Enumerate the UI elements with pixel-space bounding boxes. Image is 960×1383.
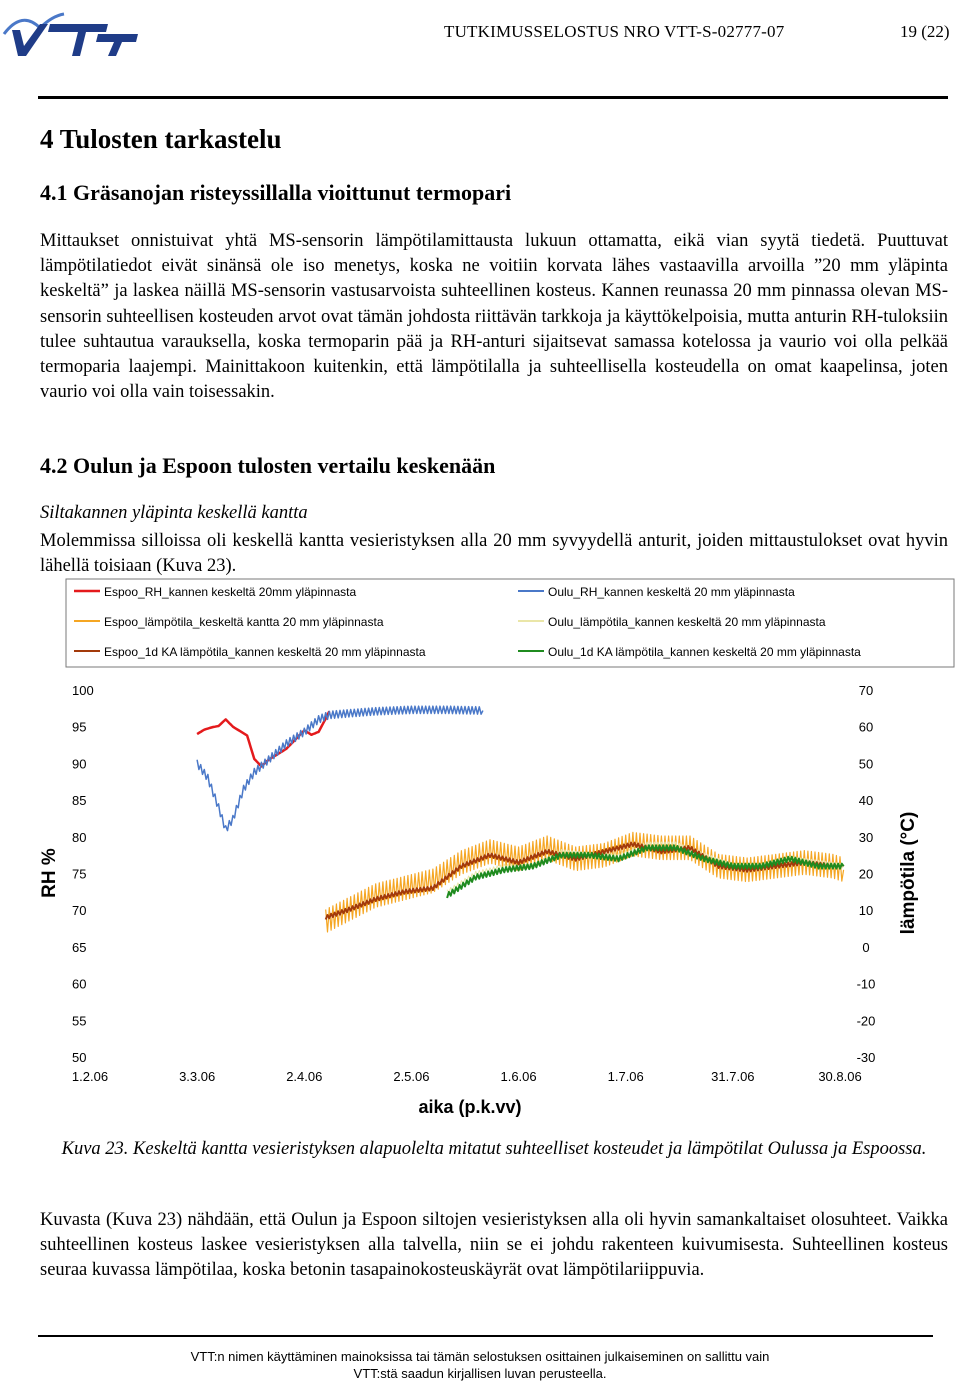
y-axis-label: RH %: [39, 848, 60, 898]
subsection-heading-4-2: 4.2 Oulun ja Espoon tulosten vertailu keskenään: [40, 453, 496, 478]
y-tick-label: 50: [72, 1050, 87, 1065]
y-tick-label: 80: [72, 829, 87, 845]
legend-label: Oulu_RH_kannen keskeltä 20 mm yläpinnasta: [548, 585, 795, 599]
y2-tick-label: 10: [858, 903, 874, 919]
closing-paragraph: Kuvasta (Kuva 23) nähdään, että Oulun ja Espoon siltojen vesieristyksen alla oli hyvin samankaltaiset olosuhteet. Vaikka suhteellinen kosteus laskee vesieristyksen alla talvella, niin se ei johdu rakenteen kuivumisesta. Suhteellinen kosteus seuraa kuvassa lämpötilaa, koska betonin tasapainokosteuskäyrät ovat lämpötilariippuvia.: [40, 1210, 948, 1281]
x-tick-label: 2.5.06: [393, 1069, 430, 1084]
legend-label: Espoo_1d KA lämpötila_kannen keskeltä 20 mm yläpinnasta: [104, 645, 426, 659]
y2-tick-label: -20: [856, 1013, 876, 1029]
figure-caption: Kuva 23. Keskeltä kantta vesieristyksen alapuolelta mitatut suhteelliset kosteudet ja lämpötilat Oulussa ja Espoossa.: [61, 1139, 927, 1159]
y2-tick-label: 50: [858, 756, 874, 772]
y-tick-label: 100: [72, 683, 94, 698]
footer-line-2: VTT:stä saadun kirjallisen luvan perusteella.: [353, 1366, 607, 1381]
x-axis-label: aika (p.k.vv): [418, 1097, 522, 1117]
y-tick-label: 85: [72, 793, 87, 809]
x-tick-label: 3.3.06: [179, 1069, 216, 1084]
y2-tick-label: 30: [858, 829, 874, 845]
italic-subheading: Siltakannen yläpinta keskellä kantta: [40, 503, 308, 523]
y2-tick-label: 40: [858, 793, 874, 809]
page-number: 19 (22): [900, 22, 950, 41]
plot-area: [197, 706, 844, 932]
section-heading: 4 Tulosten tarkastelu: [40, 124, 282, 154]
x-tick-label: 1.6.06: [500, 1069, 537, 1084]
y2-axis-label: lämpötila (°C): [898, 811, 919, 935]
y2-tick-label: -10: [856, 976, 876, 992]
y-tick-label: 75: [72, 866, 87, 882]
x-tick-label: 1.2.06: [71, 1069, 109, 1084]
series-line: [197, 711, 329, 766]
axes: [72, 683, 875, 1084]
legend-label: Oulu_1d KA lämpötila_kannen keskeltä 20 mm yläpinnasta: [548, 645, 861, 659]
header-divider: [38, 96, 948, 99]
x-tick-label: 2.4.06: [286, 1069, 323, 1084]
footer-line-1: VTT:n nimen käyttäminen mainoksissa tai tämän selostuksen osittainen julkaiseminen on sallittu vain: [190, 1349, 770, 1364]
x-tick-label: 31.7.06: [711, 1069, 755, 1084]
legend-label: Espoo_lämpötila_keskeltä kantta 20 mm yläpinnasta: [104, 615, 384, 629]
y2-tick-label: -30: [856, 1050, 876, 1065]
x-tick-label: 1.7.06: [607, 1069, 644, 1084]
y2-tick-label: 20: [858, 866, 874, 882]
y-tick-label: 55: [72, 1013, 87, 1029]
y-tick-label: 65: [72, 939, 87, 955]
paragraph-4-2: Molemmissa silloissa oli keskellä kantta vesieristyksen alla 20 mm syvyydellä anturit, joiden mittaustulokset ovat hyvin lähellä toisiaan (Kuva 23).: [40, 531, 948, 577]
y2-tick-label: 60: [858, 719, 874, 735]
y-tick-label: 90: [72, 756, 87, 772]
report-title: TUTKIMUSSELOSTUS NRO VTT-S-02777-07: [444, 22, 785, 41]
y2-tick-label: 70: [858, 683, 874, 698]
vtt-logo: [2, 4, 142, 60]
subsection-heading-4-1: 4.1 Gräsanojan risteyssillalla vioittunut termopari: [40, 180, 512, 205]
y-tick-label: 60: [72, 976, 87, 992]
series-line: [197, 706, 483, 830]
series-line: [326, 832, 844, 932]
legend-label: Oulu_lämpötila_kannen keskeltä 20 mm yläpinnasta: [548, 615, 826, 629]
y-tick-label: 70: [72, 903, 87, 919]
legend-label: Espoo_RH_kannen keskeltä 20mm yläpinnasta: [104, 585, 357, 599]
y2-tick-label: 0: [862, 939, 870, 955]
rh-temperature-chart: [0, 575, 960, 1135]
footer-divider: [38, 1335, 933, 1337]
x-tick-label: 30.8.06: [818, 1069, 862, 1084]
y-tick-label: 95: [72, 719, 87, 735]
paragraph-4-1: Mittaukset onnistuivat yhtä MS-sensorin lämpötilamittausta lukuun ottamatta, eikä vian syytä tiedetä. Puuttuvat lämpötilatiedot eivät sinänsä ole iso menetys, koska ne voitiin korvata lähes vastaavilla arvoilla ”20 mm yläpinta keskeltä” ja laskea näillä MS-sensorin vastusarvoista suhteellinen kosteus. Kannen reunassa 20 mm pinnassa olevan MS-sensorin suhteellisen kosteuden arvot ovat tämän johdosta riittävän tarkkoja ja käyttökelpoisia, mutta anturin RH-tuloksiin tulee suhtautua varauksella, koska termoparin pää ja RH-anturi sijaitsevat samassa kotelossa ja vaurio voi olla pelkää termoparia laajempi. Mainittakoon kuitenkin, että lämpötilalla ja suhteellisella kosteudella on omat kaapelinsa, joten vaurio voi olla vain toisessakin.: [40, 231, 948, 403]
